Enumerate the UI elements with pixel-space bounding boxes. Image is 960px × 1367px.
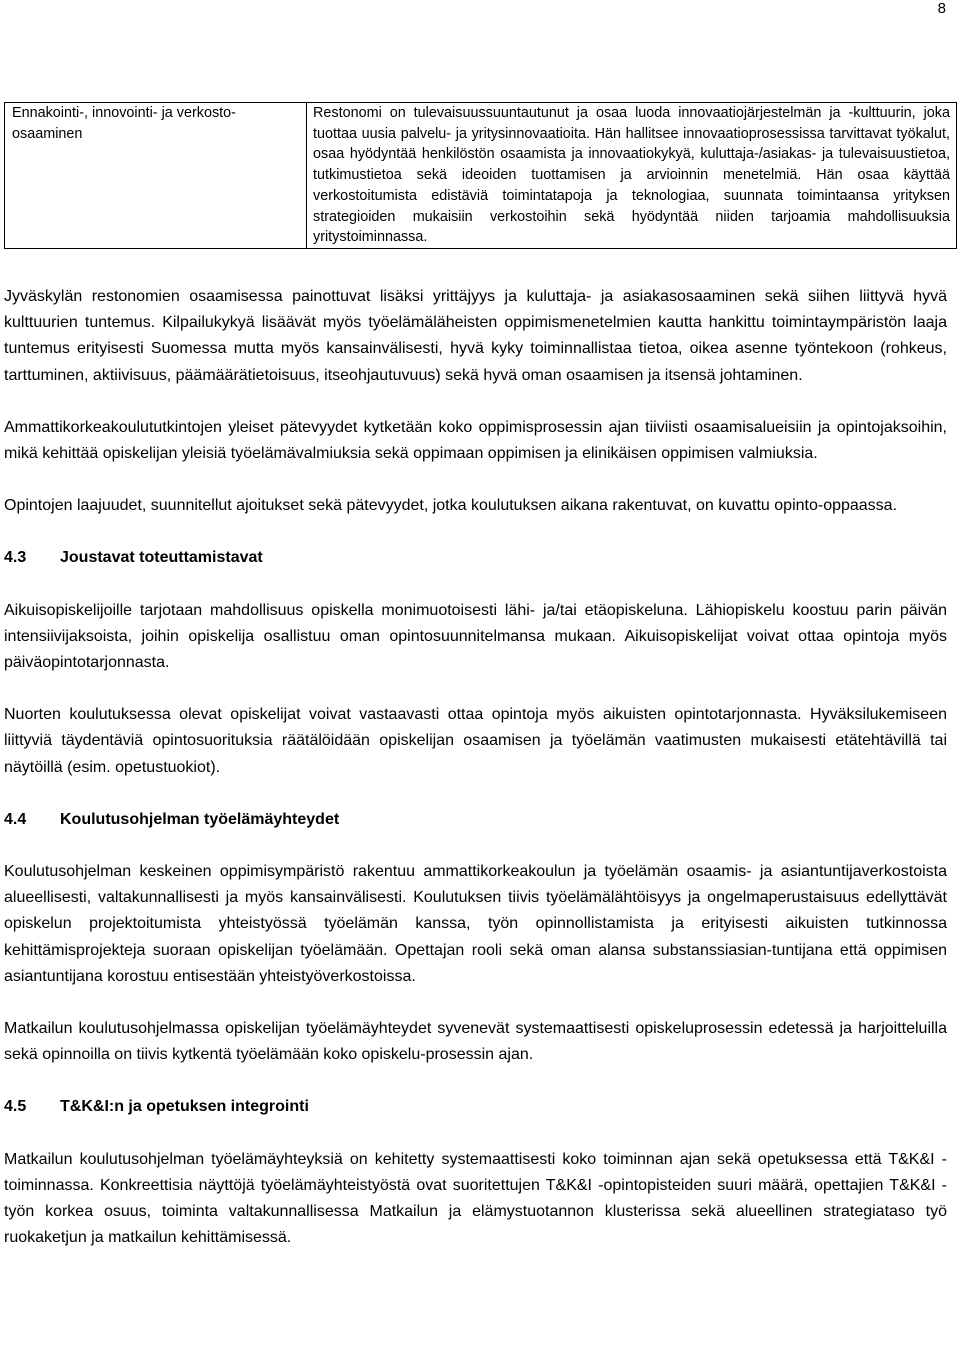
section-number: 4.5 <box>4 1098 27 1116</box>
document-body <box>4 284 947 1251</box>
paragraph-tourism-worklife: Matkailun koulutusohjelmassa opiskelijan työelämäyhteydet syvenevät systemaattisesti opiskeluprosessin edetessä ja harjoitteluilla sekä opinnoilla on tiivis kytkentä työelämään koko opiskelu-prosessin ajan. <box>4 1020 947 1064</box>
page-number: 8 <box>937 0 946 17</box>
paragraph-learning-environment: Koulutusohjelman keskeinen oppimisympäristö rakentuu ammattikorkeakoulun ja työelämän osaamis- ja asiantuntijaverkostoista alueellisesti, valtakunnallisesti ja myös kansainvälisesti. Koulutuksen tiivis työelämälähtöisyys ja ongelmaperustaisuus edellyttävät opiskelun projektoitumista yhteistyössä työelämän kanssa, työn opinnollistamista ja erityisesti aikuisten tutkinnossa kehittämisprojekteja suoraan opiskelijan työelämään. Opettajan rooli sekä oman alansa substanssiasian-tuntijana että oppimisen asiantuntijana korostuu entisestään yhteistyöverkostoissa. <box>4 863 947 985</box>
section-title: T&K&I:n ja opetuksen integrointi <box>60 1098 309 1116</box>
table-row <box>5 103 957 249</box>
section-heading-4-5 <box>4 1094 947 1120</box>
paragraph-restonomi-skills: Jyväskylän restonomien osaamisessa painottuvat lisäksi yrittäjyys ja kuluttaja- ja asiakasosaaminen sekä siihen liittyvä hyvä kulttuurien tuntemus. Kilpailukykyä lisäävät myös työelämäläheisten oppimismenetelmien kautta hankittu toimintaympäristön laaja tuntemus erityisesti Suomessa mutta myös kansainvälisesti, hyvä kyky toiminnallistaa tietoa, oikea asenne työntekoon (rohkeus, tarttuminen, aktiivisuus, päämäärätietoisuus, itseohjautuvuus) sekä hyvä oman osaamisen ja itsensä johtaminen. <box>4 288 947 384</box>
section-heading-4-3 <box>4 545 947 571</box>
section-number: 4.4 <box>4 810 27 828</box>
competence-description: Restonomi on tulevaisuussuuntautunut ja osaa luoda innovaatiojärjestelmän ja -kulttuurin, joka tuottaa uusia palvelu- ja yritysinnovaatioita. Hän hallitsee innovaatioprosessissa tarvittavat työkalut, osaa hyödyntää henkilöstön osaamista ja innovaatiokykyä, kuluttaja-/asiakas- ja tulevaisuustietoa, tutkimustietoa sekä ideoiden tuottamisen ja arvioinnin menetelmiä. Hän osaa käyttää verkostoitumista edistäviä toimintatapoja ja teknologiaa, suunnata toimintaansa yrityksen strategioiden mukaisiin verkostoihin sekä hyödyntää niiden tarjoamia mahdollisuuksia yritystoiminnassa. <box>307 103 957 249</box>
section-title: Joustavat toteuttamistavat <box>60 549 263 567</box>
section-title: Koulutusohjelman työelämäyhteydet <box>60 810 340 828</box>
paragraph-rdi-integration: Matkailun koulutusohjelman työelämäyhteyksiä on kehitetty systemaattisesti koko toiminnan ajan sekä opetuksessa että T&K&I -toiminnassa. Konkreettisia näyttöjä työelämäyhteistyöstä ovat suoritettujen T&K&I -opintopisteiden suuri määrä, opettajien T&K&I -työn korkea osuus, toiminta valtakunnallisessa Matkailun ja elämystuotannon klusterissa sekä alueellinen strategiataso työ ruokaketjun ja matkailun kehittämisessä. <box>4 1150 947 1247</box>
paragraph-general-competences: Ammattikorkeakoulututkintojen yleiset pätevyydet kytketään koko oppimisprosessin ajan tiiviisti osaamisalueisiin ja opintojaksoihin, mikä kehittää opiskelijan yleisiä työelämävalmiuksia sekä oppimaan oppimisen ja elinikäisen oppimisen valmiuksia. <box>4 418 947 463</box>
competence-table <box>4 102 957 249</box>
paragraph-study-scope: Opintojen laajuudet, suunnitellut ajoitukset sekä pätevyydet, jotka koulutuksen aikana rakentuvat, on kuvattu opinto-oppaassa. <box>4 497 898 515</box>
section-number: 4.3 <box>4 549 27 567</box>
paragraph-youth-students: Nuorten koulutuksessa olevat opiskelijat voivat vastaavasti ottaa opintoja myös aikuisten opintotarjonnasta. Hyväksilukemiseen liittyviä täydentäviä opintosuorituksia räätälöidään opiskelijan osaamisen ja työelämän vaatimusten mukaisesti etätehtävillä tai näytöillä (esim. opetustuokiot). <box>4 706 947 776</box>
paragraph-adult-students: Aikuisopiskelijoille tarjotaan mahdollisuus opiskella monimuotoisesti lähi- ja/tai etäopiskeluna. Lähiopiskelu koostuu parin päivän intensiivijaksoista, joihin opiskelija osallistuu oman opintosuunnitelmansa mukaan. Aikuisopiskelijat voivat ottaa opintoja myös päiväopintotarjonnasta. <box>4 601 947 672</box>
competence-label: Ennakointi-, innovointi- ja verkostoosaaminen <box>5 103 307 249</box>
section-heading-4-4 <box>4 807 947 833</box>
